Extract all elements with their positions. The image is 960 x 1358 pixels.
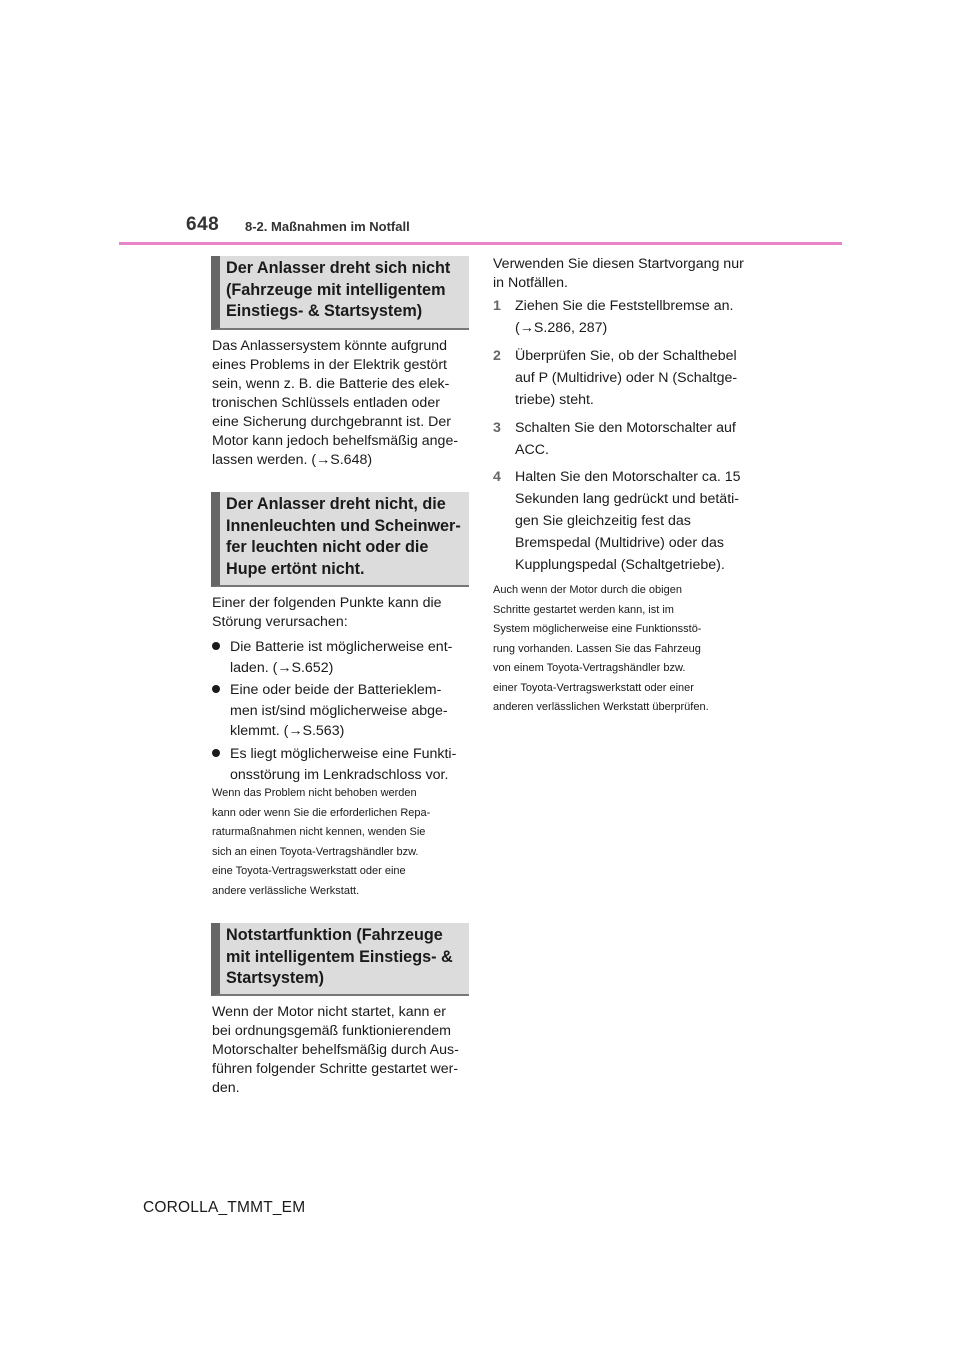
text-line: einer Toyota-Vertragswerkstatt oder einer <box>493 681 694 694</box>
text-line: lassen werden. (→S.648) <box>212 452 373 468</box>
page-number: 648 <box>186 214 220 235</box>
heading-line: Notstartfunktion (Fahrzeuge <box>226 926 443 944</box>
text-line: Eine oder beide der Batterieklem- <box>230 682 442 698</box>
bullet-dot-icon <box>212 685 220 693</box>
text-line: Es liegt möglicherweise eine Funkti- <box>230 746 457 762</box>
paragraph-starter-cause <box>212 337 458 470</box>
section-header: 8-2. Maßnahmen im Notfall <box>245 219 410 234</box>
bullet-dot-icon <box>212 642 220 650</box>
paragraph-possible-causes <box>212 594 442 632</box>
header-rule <box>119 242 842 245</box>
heading-box-emergency-start <box>211 923 469 996</box>
text-line: Motor kann jedoch behelfsmäßig ange- <box>212 433 459 449</box>
text-line: Wenn das Problem nicht behoben werden <box>212 787 417 799</box>
text-line: laden. (→S.652) <box>230 659 334 676</box>
heading-line: Hupe ertönt nicht. <box>226 559 365 578</box>
note-repair <box>212 784 430 901</box>
text-line: kann oder wenn Sie die erforderlichen Repa- <box>212 806 431 819</box>
text-line: ACC. <box>515 442 549 458</box>
model-code: COROLLA_TMMT_EM <box>143 1199 306 1216</box>
text-line: eines Problems in der Elektrik gestört <box>212 357 447 373</box>
text-line: führen folgender Schritte gestartet wer- <box>212 1061 459 1077</box>
text-line: Halten Sie den Motorschalter ca. 15 <box>515 469 741 485</box>
text-line: gen Sie gleichzeitig fest das <box>515 513 691 529</box>
heading-line: Der Anlasser dreht sich nicht <box>226 259 451 277</box>
text-line: (→S.286, 287) <box>515 320 608 336</box>
text-line: onsstörung im Lenkradschloss vor. <box>230 766 449 783</box>
text-line: Auch wenn der Motor durch die obigen <box>493 584 682 596</box>
text-line: Motorschalter behelfsmäßig durch Aus- <box>212 1042 459 1058</box>
heading-line: fer leuchten nicht oder die <box>226 538 429 556</box>
text-line: Bremspedal (Multidrive) oder das <box>515 535 724 551</box>
heading-line: Startsystem) <box>226 969 325 987</box>
heading-box-starter-lights-horn <box>211 492 469 587</box>
heading-line: Innenleuchten und Scheinwer- <box>226 516 461 535</box>
text-line: von einem Toyota-Vertragshändler bzw. <box>493 662 686 674</box>
text-line: sich an einen Toyota-Vertragshändler bzw. <box>212 845 419 858</box>
text-line: Schritte gestartet werden kann, ist im <box>493 603 674 616</box>
text-line: rung vorhanden. Lassen Sie das Fahrzeug <box>493 642 701 655</box>
note-malfunction <box>493 581 709 718</box>
heading-box-starter-not-turning <box>211 256 469 330</box>
text-line: raturmaßnahmen nicht kennen, wenden Sie <box>212 826 426 838</box>
heading-line: Der Anlasser dreht nicht, die <box>226 495 446 513</box>
text-line: Sekunden lang gedrückt und betäti- <box>515 491 740 507</box>
text-line: klemmt. (→S.563) <box>230 723 345 739</box>
text-line: Ziehen Sie die Feststellbremse an. <box>515 298 734 314</box>
text-line: Störung verursachen: <box>212 614 348 630</box>
heading-line: (Fahrzeuge mit intelligentem <box>226 280 446 299</box>
text-line: Wenn der Motor nicht startet, kann er <box>212 1004 446 1020</box>
step-number: 3 <box>493 420 501 436</box>
step-number: 2 <box>493 348 501 364</box>
text-line: eine Toyota-Vertragswerkstatt oder eine <box>212 865 406 877</box>
text-line: bei ordnungsgemäß funktionierendem <box>212 1023 451 1039</box>
text-line: sein, wenn z. B. die Batterie des elek- <box>212 376 450 392</box>
text-line: in Notfällen. <box>493 275 568 291</box>
text-line: Die Batterie ist möglicherweise ent- <box>230 639 453 655</box>
text-line: den. <box>212 1080 240 1096</box>
text-line: tronischen Schlüssels entladen oder <box>212 395 440 411</box>
text-line: Das Anlassersystem könnte aufgrund <box>212 338 448 354</box>
paragraph-emergency-start <box>212 1003 459 1098</box>
bullet-dot-icon <box>212 749 220 757</box>
text-line: Überprüfen Sie, ob der Schalthebel <box>515 348 737 364</box>
heading-line: Einstiegs- & Startsystem) <box>226 302 423 320</box>
paragraph-emergency-only <box>493 255 744 293</box>
text-line: Schalten Sie den Motorschalter auf <box>515 420 736 436</box>
text-line: Verwenden Sie diesen Startvorgang nur <box>493 256 744 272</box>
heading-line: mit intelligentem Einstiegs- & <box>226 947 453 966</box>
text-line: eine Sicherung durchgebrannt ist. Der <box>212 414 451 430</box>
step-number: 1 <box>493 298 501 314</box>
text-line: triebe) steht. <box>515 392 594 408</box>
text-line: men ist/sind möglicherweise abge- <box>230 702 448 719</box>
text-line: Einer der folgenden Punkte kann die <box>212 595 442 611</box>
text-line: auf P (Multidrive) oder N (Schaltge- <box>515 370 738 386</box>
text-line: System möglicherweise eine Funktionsstö- <box>493 623 702 635</box>
text-line: Kupplungspedal (Schaltgetriebe). <box>515 557 725 573</box>
text-line: andere verlässliche Werkstatt. <box>212 884 360 897</box>
text-line: anderen verlässlichen Werkstatt überprüfen. <box>493 701 709 713</box>
step-number: 4 <box>493 469 501 485</box>
